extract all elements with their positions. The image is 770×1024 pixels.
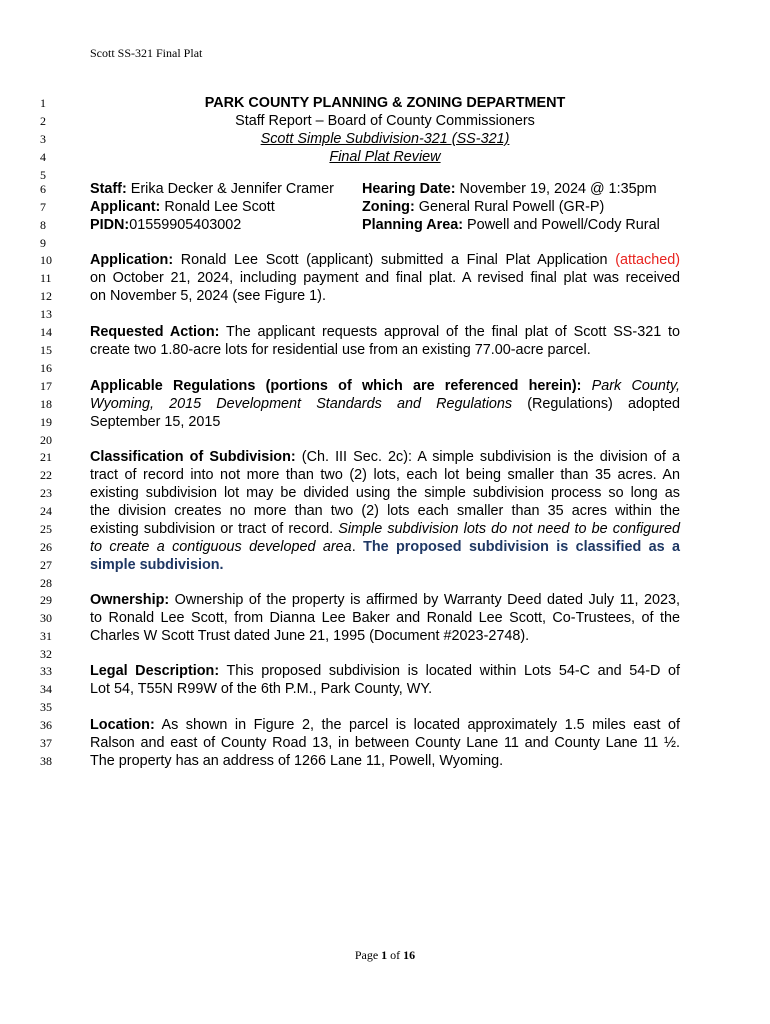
classification-conclusion: The proposed subdivision is classified as a — [363, 539, 680, 555]
zoning-value: General Rural Powell (GR-P) — [414, 199, 605, 215]
location-line-3: The property has an address of 1266 Lane 11, Powell, Wyoming. — [90, 753, 504, 769]
attached-link[interactable]: (attached) — [615, 252, 680, 268]
application-label: Application: — [90, 252, 174, 268]
line-number: 26 — [40, 540, 52, 554]
application-line-1 — [90, 251, 680, 269]
line-number: 16 — [40, 361, 52, 375]
classification-line-7: simple subdivision. — [90, 557, 224, 573]
line-number: 4 — [40, 150, 46, 164]
line-number: 1 — [40, 96, 46, 110]
line-number: 13 — [40, 307, 52, 321]
legal-text: This proposed subdivision is located within Lots 54-C and 54-D of — [219, 663, 680, 679]
line-number: 24 — [40, 504, 52, 518]
line-number: 6 — [40, 182, 46, 196]
zoning-label: Zoning: — [362, 199, 415, 215]
ownership-line-1 — [90, 591, 680, 609]
classification-line-1 — [90, 448, 680, 466]
page-number: 1 — [381, 948, 388, 962]
line-number: 22 — [40, 468, 52, 482]
regulations-line-3: September 15, 2015 — [90, 414, 221, 430]
ownership-line-2: to Ronald Lee Scott, from Dianna Lee Baker and Ronald Lee Scott, Co-Trustees, of the — [90, 610, 680, 626]
hearing-label: Hearing Date: — [362, 181, 456, 197]
ownership-text: Ownership of the property is affirmed by Warranty Deed dated July 11, 2023, — [169, 592, 680, 608]
line-number: 33 — [40, 664, 52, 678]
line-number: 23 — [40, 486, 52, 500]
location-text: As shown in Figure 2, the parcel is located approximately 1.5 miles east of — [154, 717, 680, 733]
info-row-staff — [90, 180, 680, 198]
line-number: 8 — [40, 218, 46, 232]
line-number: 37 — [40, 736, 52, 750]
classification-line-5 — [90, 520, 680, 538]
pidn-label: PIDN: — [90, 217, 130, 233]
classification-text-6: . — [351, 539, 364, 555]
legal-label: Legal Description: — [90, 663, 220, 679]
classification-line-4: the division creates no more than two (2) lots each smaller than 35 acres within the — [90, 503, 680, 519]
regulations-label: Applicable Regulations (portions of which are referenced herein): — [90, 378, 582, 394]
line-number: 17 — [40, 379, 52, 393]
department-title: PARK COUNTY PLANNING & ZONING DEPARTMENT — [204, 95, 566, 111]
classification-line-2: tract of record into not more than two (2) lots, each lot being smaller than 35 acres. An — [90, 467, 680, 483]
info-row-applicant — [90, 198, 680, 216]
requested-label: Requested Action: — [90, 324, 220, 340]
planning-value: Powell and Powell/Cody Rural — [463, 217, 660, 233]
report-title: Staff Report – Board of County Commissioners — [235, 113, 535, 129]
line-number: 19 — [40, 415, 52, 429]
hearing-value: November 19, 2024 @ 1:35pm — [455, 181, 657, 197]
line-number: 3 — [40, 132, 46, 146]
applicant-value: Ronald Lee Scott — [160, 199, 275, 215]
regulations-italic-1: Park County, — [581, 378, 680, 394]
line-number: 14 — [40, 325, 52, 339]
line-number: 25 — [40, 522, 52, 536]
location-line-1 — [90, 716, 680, 734]
application-line-2: on October 21, 2024, including payment and final plat. A revised final plat was received — [90, 270, 680, 286]
line-number: 27 — [40, 558, 52, 572]
requested-line-2: create two 1.80-acre lots for residential use from an existing 77.00-acre parcel. — [90, 342, 591, 358]
application-line-3: on November 5, 2024 (see Figure 1). — [90, 288, 326, 304]
classification-text: (Ch. III Sec. 2c): A simple subdivision is the division of a — [295, 449, 680, 465]
line-number: 32 — [40, 647, 52, 661]
line-number: 9 — [40, 236, 46, 250]
line-number: 31 — [40, 629, 52, 643]
line-number: 12 — [40, 289, 52, 303]
line-number: 20 — [40, 433, 52, 447]
line-number: 36 — [40, 718, 52, 732]
line-number: 7 — [40, 200, 46, 214]
regulations-line-2 — [90, 395, 680, 413]
line-number: 2 — [40, 114, 46, 128]
line-number: 18 — [40, 397, 52, 411]
requested-text: The applicant requests approval of the final plat of Scott SS-321 to — [219, 324, 681, 340]
classification-label: Classification of Subdivision: — [90, 449, 296, 465]
page-word: Page — [354, 948, 382, 962]
application-text: Ronald Lee Scott (applicant) submitted a Final Plat Application — [173, 252, 616, 268]
page-footer — [0, 948, 770, 963]
legal-line-1 — [90, 662, 680, 680]
regulations-italic-2: Wyoming, 2015 Development Standards and Regulations — [90, 396, 513, 412]
staff-value: Erika Decker & Jennifer Cramer — [126, 181, 334, 197]
ownership-label: Ownership: — [90, 592, 170, 608]
classification-line-3: existing subdivision lot may be divided using the simple subdivision process so long as — [90, 485, 680, 501]
review-title: Final Plat Review — [329, 149, 441, 165]
location-line-2: Ralson and east of County Road 13, in between County Lane 11 and County Lane 11 ½. — [90, 735, 680, 751]
line-number: 34 — [40, 682, 52, 696]
line-number: 29 — [40, 593, 52, 607]
line-number: 21 — [40, 450, 52, 464]
running-header: Scott SS-321 Final Plat — [90, 46, 203, 60]
of-word: of — [387, 948, 404, 962]
line-number: 15 — [40, 343, 52, 357]
page-total: 16 — [403, 948, 416, 962]
staff-label: Staff: — [90, 181, 127, 197]
line-number: 28 — [40, 576, 52, 590]
subdivision-title: Scott Simple Subdivision-321 (SS-321) — [260, 131, 510, 147]
pidn-value: 01559905403002 — [129, 217, 242, 233]
requested-line-1 — [90, 323, 680, 341]
location-label: Location: — [90, 717, 155, 733]
regulations-text-2: (Regulations) adopted — [512, 396, 680, 412]
applicant-label: Applicant: — [90, 199, 161, 215]
line-number: 30 — [40, 611, 52, 625]
info-row-pidn — [90, 216, 680, 234]
regulations-line-1 — [90, 377, 680, 395]
classification-text-5: existing subdivision or tract of record. — [90, 521, 339, 537]
legal-line-2: Lot 54, T55N R99W of the 6th P.M., Park County, WY. — [90, 681, 433, 697]
ownership-line-3: Charles W Scott Trust dated June 21, 1995 (Document #2023-2748). — [90, 628, 530, 644]
classification-italic-6: to create a contiguous developed area — [90, 539, 352, 555]
line-number: 5 — [40, 168, 46, 182]
line-number: 11 — [40, 271, 52, 285]
classification-line-6 — [90, 538, 680, 556]
classification-italic-5: Simple subdivision lots do not need to be configured — [338, 521, 680, 537]
planning-label: Planning Area: — [362, 217, 464, 233]
line-number: 35 — [40, 700, 52, 714]
line-number: 10 — [40, 253, 52, 267]
line-number: 38 — [40, 754, 52, 768]
